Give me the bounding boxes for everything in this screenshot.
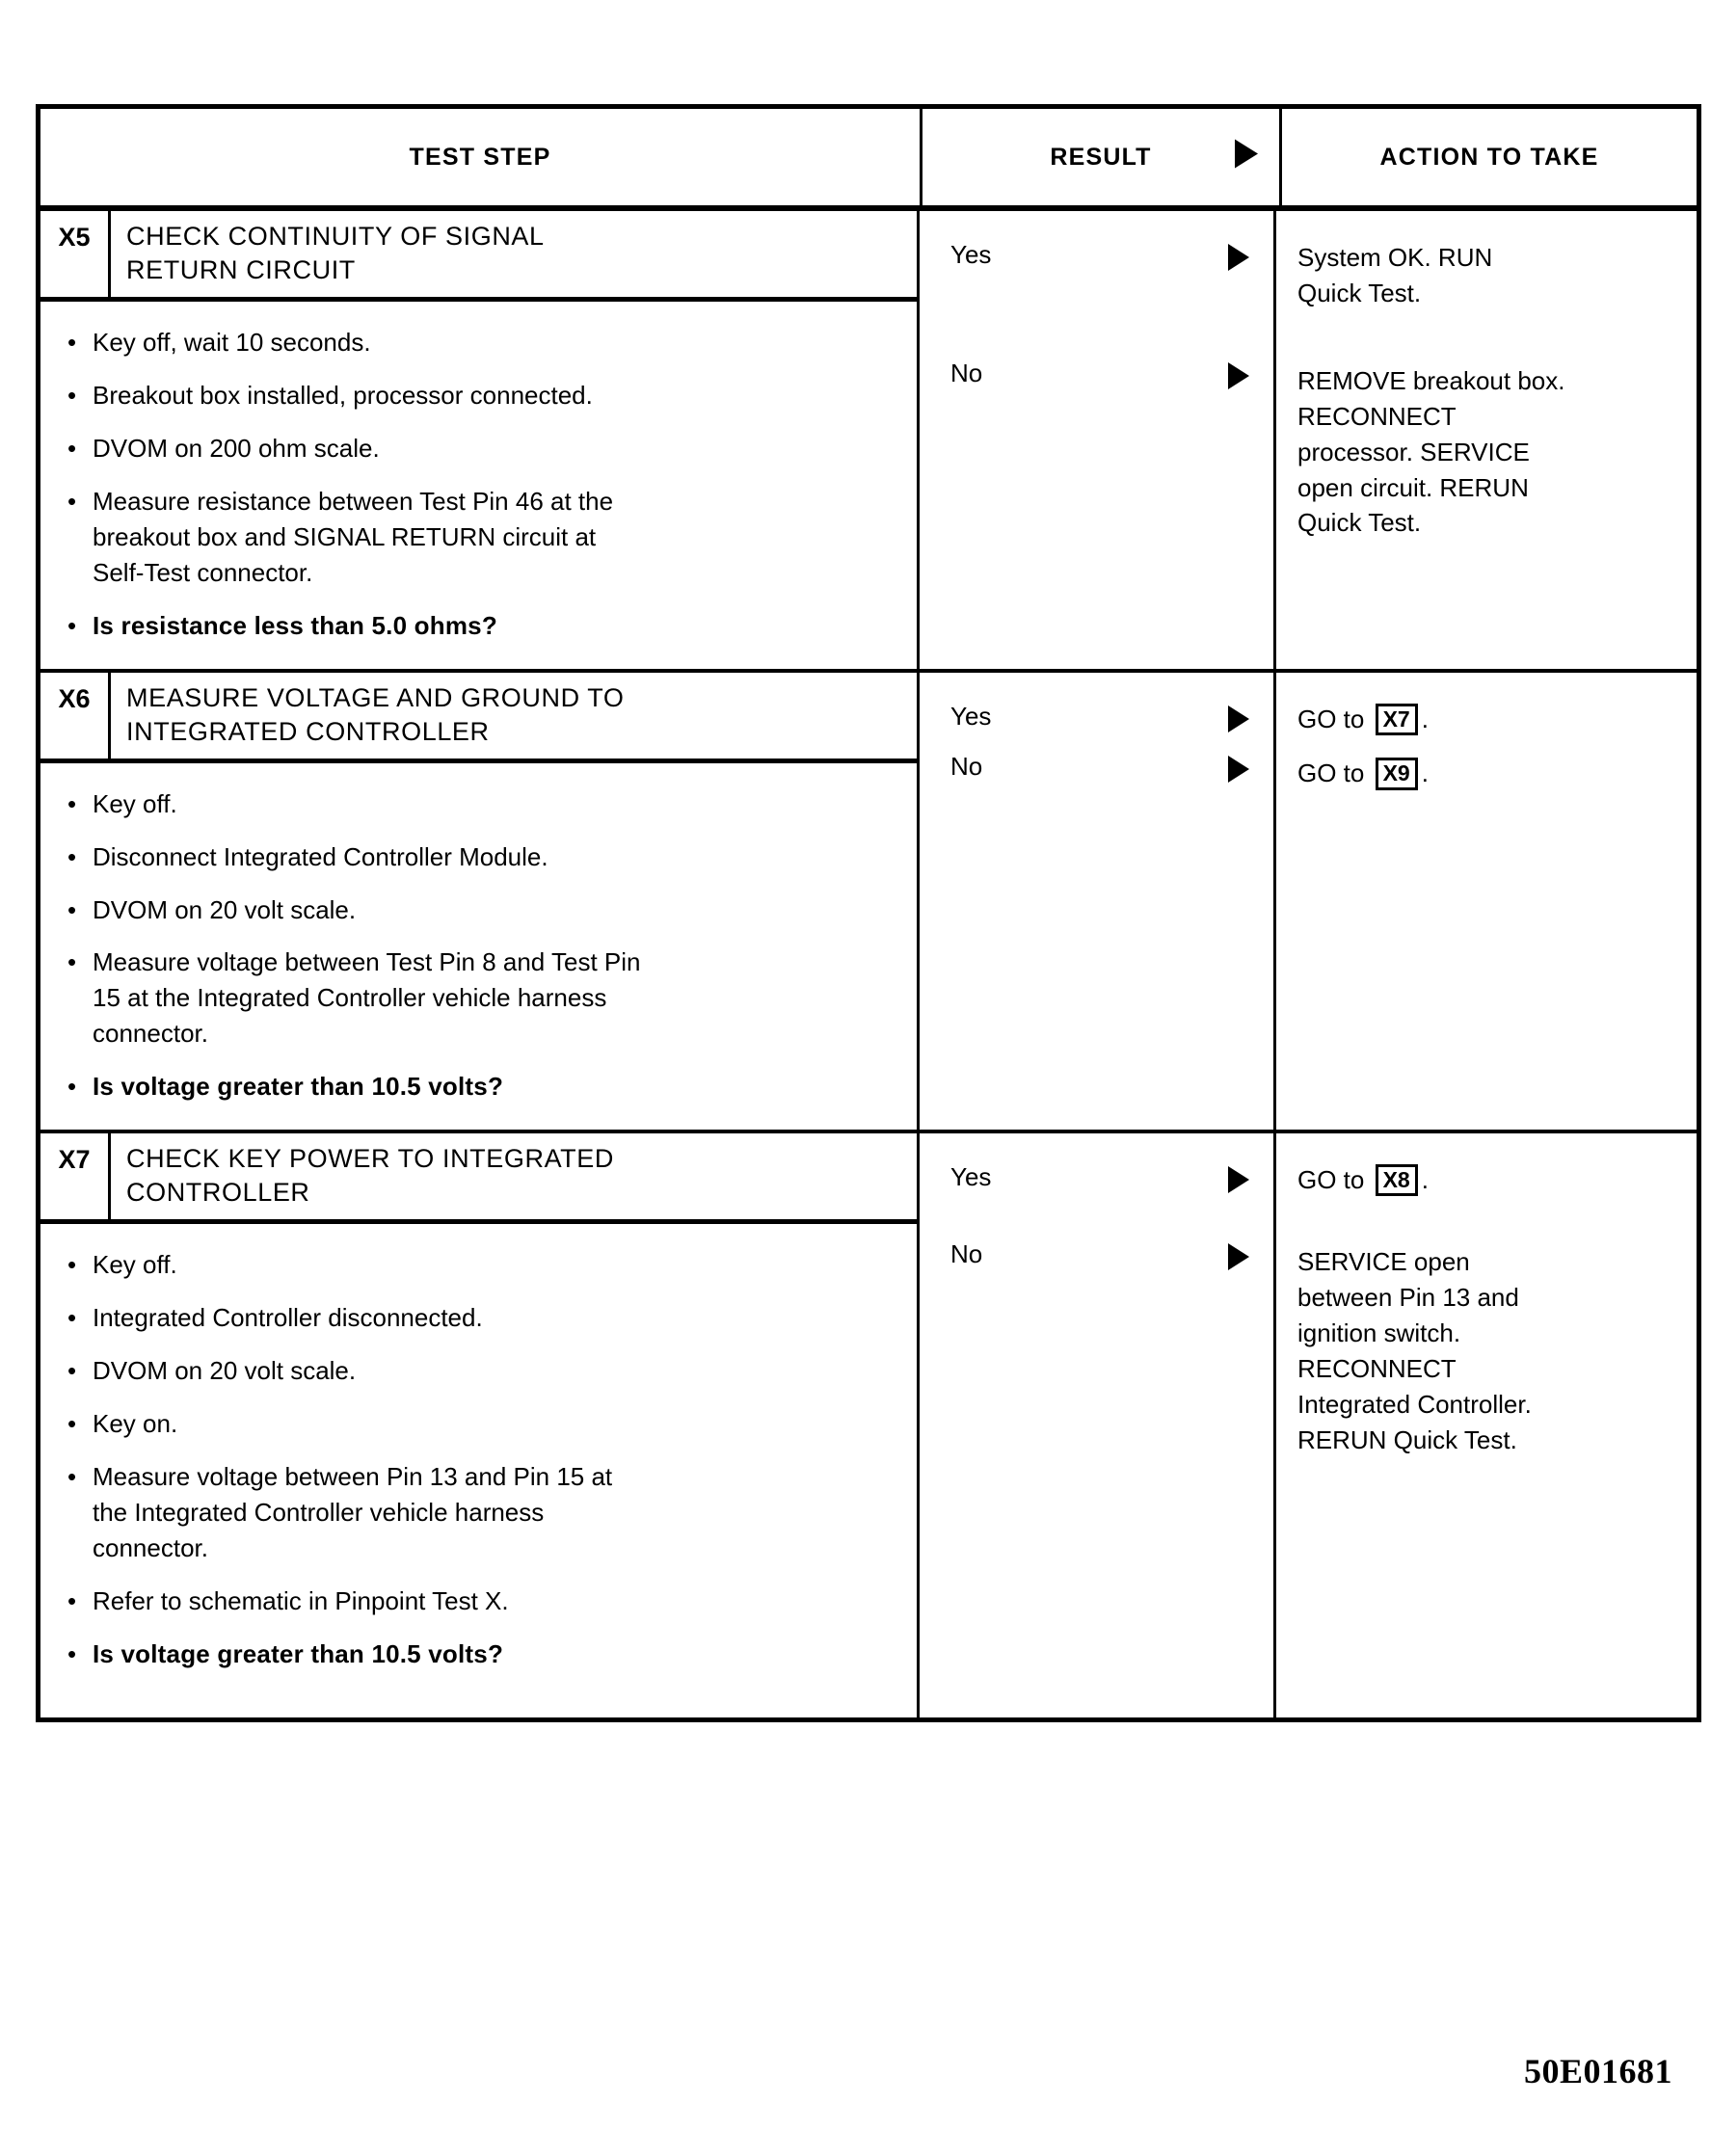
action-text-line: System OK. RUN [1297, 243, 1493, 272]
bullet-text-line: Key on. [93, 1408, 178, 1438]
bullet-dot-icon: • [67, 1303, 77, 1333]
test-step-column [40, 1133, 920, 1717]
bullet-dot-icon: • [67, 788, 77, 818]
test-instruction-bullet [67, 1459, 894, 1566]
step-title-line: CHECK KEY POWER TO INTEGRATED [126, 1144, 614, 1174]
test-step-block [40, 1133, 1697, 1717]
action-text [1276, 756, 1697, 791]
bullet-text-line: 15 at the Integrated Controller vehicle harness [93, 983, 607, 1013]
test-instruction-bullet [67, 484, 894, 591]
result-label: No [950, 1239, 983, 1269]
bullet-text [93, 325, 894, 360]
result-column [920, 673, 1276, 1131]
bullet-text [93, 431, 894, 466]
result-label: No [950, 359, 983, 387]
test-instruction-bullet [67, 1300, 894, 1336]
action-text [1276, 363, 1697, 542]
bullet-text-line: Key off. [93, 1250, 177, 1280]
test-step-bullet-list [40, 763, 917, 1130]
test-step-column [40, 211, 920, 669]
action-outcomes [1276, 673, 1697, 812]
bullet-text [93, 1406, 894, 1442]
action-text-line: RERUN Quick Test. [1297, 1424, 1517, 1454]
test-instruction-bullet [67, 1353, 894, 1389]
bullet-dot-icon: • [67, 1585, 77, 1615]
bullet-dot-icon: • [67, 947, 77, 977]
bullet-text-line: connector. [93, 1532, 208, 1562]
action-goto-prefix: GO to [1297, 759, 1372, 788]
test-instruction-bullet [67, 786, 894, 822]
test-question-bullet [67, 1637, 894, 1672]
test-instruction-bullet [67, 892, 894, 928]
bullet-text-line: Self-Test connector. [93, 557, 313, 587]
test-question-bullet [67, 608, 894, 644]
step-id-label: X7 [40, 1133, 111, 1219]
bullet-text-line: Is voltage greater than 10.5 volts? [93, 1638, 504, 1668]
bullet-dot-icon: • [67, 1461, 77, 1491]
bullet-text [93, 484, 894, 591]
outcome-spacer [920, 271, 1273, 359]
outcome-spacer [920, 732, 1273, 752]
outcome-spacer [1276, 736, 1697, 756]
bullet-text-line: DVOM on 200 ohm scale. [93, 434, 380, 463]
bullet-text-line: Disconnect Integrated Controller Module. [93, 841, 548, 871]
step-title [111, 673, 625, 759]
step-id-label: X6 [40, 673, 111, 759]
test-step-block [40, 673, 1697, 1134]
bullet-text [93, 1459, 894, 1566]
bullet-text [93, 1584, 894, 1619]
document-number: 50E01681 [1523, 2052, 1672, 2090]
bullet-text [93, 608, 894, 644]
right-triangle-icon [1199, 752, 1257, 783]
right-triangle-icon [1235, 140, 1258, 175]
action-goto-line [1297, 702, 1697, 737]
bullet-text [93, 786, 894, 822]
result-column [920, 211, 1276, 669]
action-column [1276, 211, 1697, 669]
action-text-line: between Pin 13 and [1297, 1282, 1519, 1312]
right-triangle-icon [1199, 1162, 1257, 1193]
bullet-text-line: Integrated Controller disconnected. [93, 1303, 483, 1333]
bullet-text-line: DVOM on 20 volt scale. [93, 1356, 357, 1386]
bullet-text-line: DVOM on 20 volt scale. [93, 894, 357, 924]
header-result-label: RESULT [1050, 143, 1152, 171]
bottom-spacer [1276, 1477, 1697, 1717]
action-text-line: RECONNECT [1297, 401, 1457, 431]
action-text-line: open circuit. RERUN [1297, 472, 1529, 502]
header-test-step: TEST STEP [40, 109, 922, 205]
test-instruction-bullet [67, 431, 894, 466]
action-goto-line [1297, 756, 1697, 791]
test-instruction-bullet [67, 839, 894, 875]
bullet-text-line: the Integrated Controller vehicle harness [93, 1497, 545, 1527]
result-row [920, 752, 1273, 783]
test-question-bullet [67, 1069, 894, 1105]
bullet-text-line: Breakout box installed, processor connected. [93, 381, 593, 411]
result-outcomes [920, 211, 1273, 409]
action-text [1276, 1162, 1697, 1198]
bullet-text [93, 1353, 894, 1389]
bullet-dot-icon: • [67, 328, 77, 358]
result-row [920, 359, 1273, 389]
bullet-text [93, 892, 894, 928]
right-triangle-icon [1199, 702, 1257, 732]
bullet-text-line: breakout box and SIGNAL RETURN circuit at [93, 521, 597, 551]
action-text-line: SERVICE open [1297, 1246, 1470, 1276]
result-row [920, 240, 1273, 271]
outcome-spacer [1276, 311, 1697, 363]
bullet-text [93, 839, 894, 875]
chart-header-row [40, 109, 1697, 211]
result-outcomes [920, 1133, 1273, 1290]
action-goto-suffix: . [1421, 1165, 1429, 1195]
right-triangle-icon [1199, 1239, 1257, 1270]
action-text [1276, 702, 1697, 737]
action-goto-suffix: . [1421, 704, 1429, 733]
bullet-text-line: Key off, wait 10 seconds. [93, 328, 371, 358]
bullet-dot-icon: • [67, 610, 77, 640]
bullet-dot-icon: • [67, 841, 77, 871]
bullet-dot-icon: • [67, 1250, 77, 1280]
bullet-dot-icon: • [67, 1356, 77, 1386]
test-instruction-bullet [67, 945, 894, 1051]
bullet-text-line: connector. [93, 1019, 208, 1049]
test-step-column [40, 673, 920, 1131]
step-title-line: RETURN CIRCUIT [126, 255, 356, 285]
step-reference-box[interactable]: X8 [1376, 1164, 1418, 1196]
action-text-line: ignition switch. [1297, 1318, 1461, 1347]
action-goto-prefix: GO to [1297, 704, 1372, 733]
test-step-title-strip [40, 211, 917, 302]
bullet-text [93, 1069, 894, 1105]
action-text-line: Quick Test. [1297, 508, 1422, 538]
action-goto-suffix: . [1421, 759, 1429, 788]
result-row [920, 702, 1273, 732]
action-outcomes [1276, 1133, 1697, 1477]
step-title [111, 1133, 614, 1219]
steps-container [40, 211, 1697, 1717]
right-triangle-icon [1199, 240, 1257, 271]
bullet-text-line: Is voltage greater than 10.5 volts? [93, 1072, 504, 1102]
test-instruction-bullet [67, 325, 894, 360]
bullet-dot-icon: • [67, 1072, 77, 1102]
step-reference-box[interactable]: X7 [1376, 704, 1418, 735]
action-column [1276, 1133, 1697, 1717]
result-label: No [950, 751, 983, 781]
bullet-dot-icon: • [67, 894, 77, 924]
bullet-text-line: Measure voltage between Test Pin 8 and Test Pin [93, 947, 641, 977]
bullet-text [93, 1247, 894, 1283]
test-step-bullet-list [40, 302, 917, 668]
result-column [920, 1133, 1276, 1717]
bullet-text [93, 1300, 894, 1336]
right-triangle-icon [1199, 359, 1257, 389]
action-column [1276, 673, 1697, 1131]
test-step-title-strip [40, 1133, 917, 1224]
step-title-line: CONTROLLER [126, 1178, 310, 1208]
bullet-dot-icon: • [67, 1638, 77, 1668]
action-text-line: Quick Test. [1297, 278, 1422, 307]
step-title [111, 211, 545, 297]
step-id-label: X5 [40, 211, 111, 297]
bullet-text-line: Key off. [93, 788, 177, 818]
bullet-text [93, 1637, 894, 1672]
result-label: Yes [950, 1162, 992, 1192]
header-result [922, 109, 1282, 205]
test-instruction-bullet [67, 378, 894, 413]
test-step-title-strip [40, 673, 917, 763]
outcome-spacer [920, 1193, 1273, 1239]
step-title-line: CHECK CONTINUITY OF SIGNAL [126, 222, 545, 251]
action-text-line: Integrated Controller. [1297, 1389, 1532, 1419]
bullet-text [93, 378, 894, 413]
outcome-spacer [1276, 1198, 1697, 1244]
step-title-line: INTEGRATED CONTROLLER [126, 716, 490, 746]
test-step-block [40, 211, 1697, 673]
bullet-text-line: Measure voltage between Pin 13 and Pin 15 at [93, 1461, 613, 1491]
pinpoint-test-chart [36, 104, 1701, 1722]
result-row [920, 1162, 1273, 1193]
action-outcomes [1276, 211, 1697, 560]
test-step-bullet-list [40, 1224, 917, 1696]
result-label: Yes [950, 240, 992, 269]
bullet-dot-icon: • [67, 381, 77, 411]
result-outcomes [920, 673, 1273, 802]
result-label: Yes [950, 701, 992, 731]
action-goto-line [1297, 1162, 1697, 1198]
action-text-line: REMOVE breakout box. [1297, 365, 1565, 395]
test-instruction-bullet [67, 1584, 894, 1619]
bullet-text [93, 945, 894, 1051]
bullet-dot-icon: • [67, 1408, 77, 1438]
bullet-text-line: Is resistance less than 5.0 ohms? [93, 610, 497, 640]
action-text-line: RECONNECT [1297, 1353, 1457, 1383]
action-text [1276, 240, 1697, 311]
test-instruction-bullet [67, 1406, 894, 1442]
bullet-dot-icon: • [67, 434, 77, 463]
step-title-line: MEASURE VOLTAGE AND GROUND TO [126, 682, 625, 712]
header-action-to-take: ACTION TO TAKE [1379, 143, 1599, 171]
action-text-line: processor. SERVICE [1297, 437, 1530, 466]
bullet-dot-icon: • [67, 486, 77, 516]
result-row [920, 1239, 1273, 1270]
action-text [1276, 1244, 1697, 1457]
action-goto-prefix: GO to [1297, 1165, 1372, 1195]
bullet-text-line: Measure resistance between Test Pin 46 at the [93, 486, 614, 516]
step-reference-box[interactable]: X9 [1376, 758, 1418, 789]
test-instruction-bullet [67, 1247, 894, 1283]
bullet-text-line: Refer to schematic in Pinpoint Test X. [93, 1585, 509, 1615]
